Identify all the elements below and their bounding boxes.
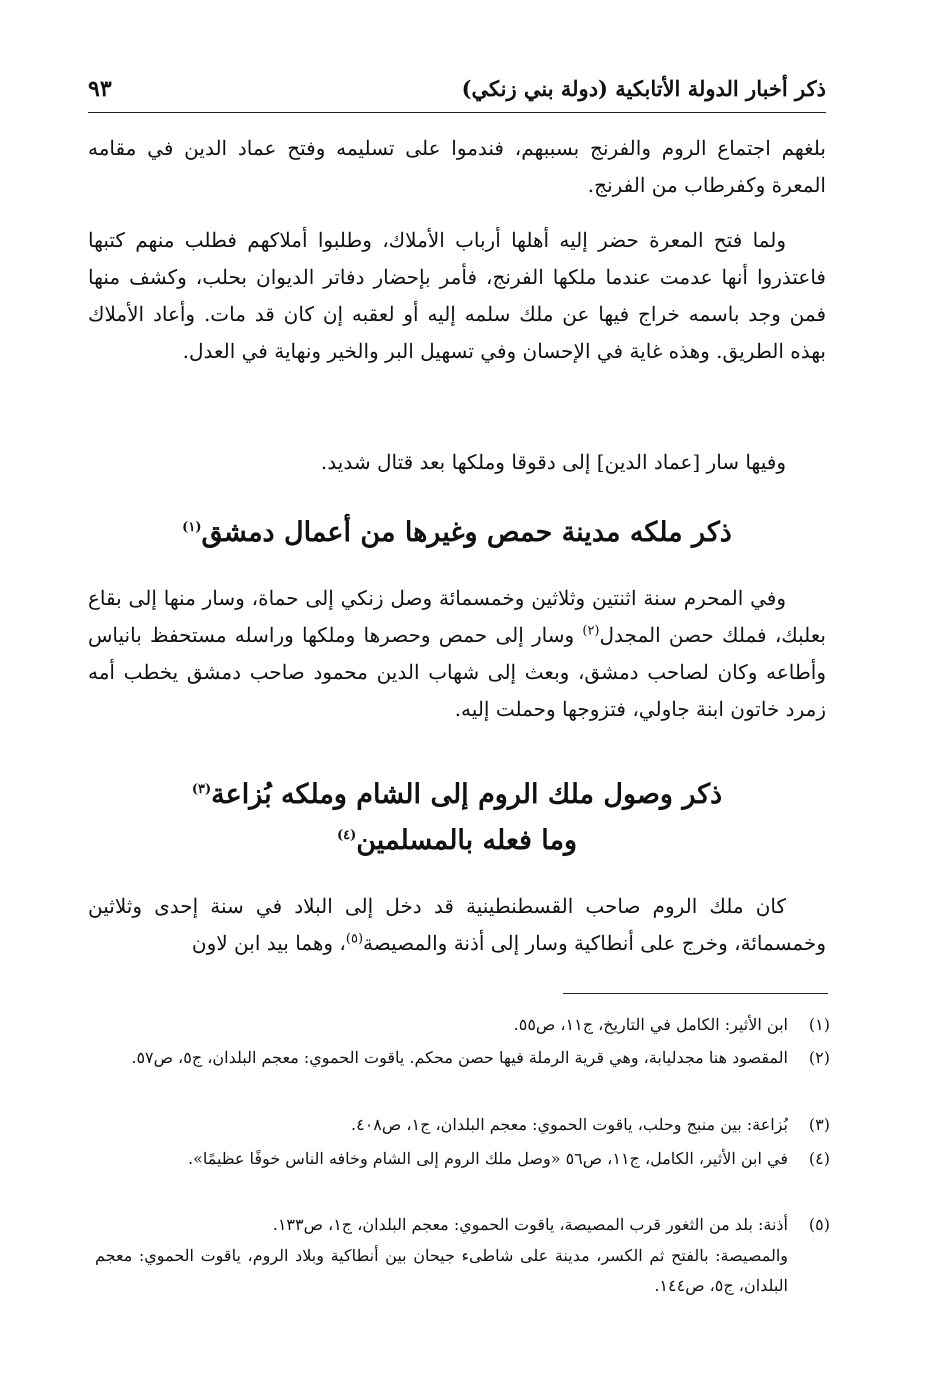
- paragraph-text: كان ملك الروم صاحب القسطنطينية قد دخل إلى البلاد في سنة إحدى وثلاثين وخمسمائة، وخرج على أنطاكية وسار إلى أذنة والمصيصة: [88, 894, 826, 955]
- footnote-ref: (٥): [345, 931, 364, 947]
- footnote-divider: [563, 993, 828, 994]
- paragraph-1: بلغهم اجتماع الروم والفرنج بسببهم، فندموا على تسليمه وفتح عماد الدين في مقامه المعرة وكفرطاب من الفرنج.: [88, 136, 826, 197]
- footnote-ref: (٤): [336, 828, 357, 843]
- footnote-text: بُزاعة: بين منبج وحلب، ياقوت الحموي: معجم البلدان، ج١، ص٤٠٨.: [351, 1115, 788, 1134]
- footnote-text: والمصيصة: بالفتح ثم الكسر، مدينة على شاطىء جيحان بين أنطاكية وبلاد الروم، ياقوت الحموي: معجم البلدان، ج٥، ص١٤٤.: [95, 1246, 789, 1295]
- footnote-5-continuation: [95, 1241, 830, 1301]
- paragraph-text-cont: ، وهما بيد ابن لاون: [191, 931, 346, 955]
- paragraph-text: وفي المحرم سنة اثنتين وثلاثين وخمسمائة وصل زنكي إلى حماة، وسار منها إلى بقاع بعلبك، فملك حصن المجدل: [88, 586, 827, 647]
- running-title: ذكر أخبار الدولة الأتابكية (دولة بني زنكي): [461, 76, 826, 101]
- heading-line-1: [88, 772, 826, 818]
- footnote-ref: (٢): [582, 623, 600, 639]
- footnote-number: (٢): [808, 1048, 830, 1067]
- footnote-number: (٥): [808, 1215, 830, 1234]
- heading-text: ذكر وصول ملك الروم إلى الشام وملكه بُزاعة: [211, 779, 723, 810]
- footnote-ref: (٣): [191, 782, 212, 797]
- footnote-number: (٤): [808, 1149, 830, 1168]
- footnote-2: [95, 1043, 830, 1073]
- heading-text: وما فعله بالمسلمين: [356, 825, 578, 856]
- paragraph-3: وفيها سار [عماد الدين] إلى دقوقا وملكها بعد قتال شديد.: [320, 450, 786, 474]
- paragraph-text-cont: وسار إلى حمص وحصرها وملكها وراسله مستحفظ بانياس وأطاعه وكان لصاحب دمشق، وبعث إلى شهاب الدين محمود صاحب دمشق يخطب أمه زمرد خاتون ابنة جاولي، فتزوجها وحملت إليه.: [88, 623, 826, 721]
- footnote-text: أذنة: بلد من الثغور قرب المصيصة، ياقوت الحموي: معجم البلدان، ج١، ص١٣٣.: [272, 1215, 788, 1234]
- section-2-paragraph: [88, 888, 826, 962]
- page-number: ٩٣: [88, 76, 112, 102]
- running-header: [88, 72, 826, 113]
- footnote-number: (٣): [808, 1115, 830, 1134]
- footnote-ref: (١): [182, 520, 202, 535]
- footnote-number: (١): [808, 1015, 830, 1034]
- footnote-text: في ابن الأثير، الكامل، ج١١، ص٥٦ «وصل ملك الروم إلى الشام وخافه الناس خوفًا عظيمًا».: [187, 1149, 788, 1168]
- footnote-3: [95, 1110, 830, 1140]
- heading-text: ذكر ملكه مدينة حمص وغيرها من أعمال دمشق: [201, 517, 732, 548]
- footnote-text: ابن الأثير: الكامل في التاريخ، ج١١، ص٥٥.: [513, 1015, 788, 1034]
- footnote-text: المقصود هنا مجدليابة، وهي قرية الرملة فيها حصن محكم. ياقوت الحموي: معجم البلدان، ج٥، ص٥٧.: [131, 1048, 788, 1067]
- footnote-5: [95, 1210, 830, 1240]
- section-heading-1: [88, 510, 826, 556]
- footnote-1: [95, 1010, 830, 1040]
- section-heading-2: [88, 772, 826, 864]
- footnote-4: [95, 1144, 830, 1174]
- paragraph-2: ولما فتح المعرة حضر إليه أهلها أرباب الأملاك، وطلبوا أملاكهم فطلب منهم كتبها فاعتذروا أنها عدمت عندما ملكها الفرنج، فأمر بإحضار دفاتر الديوان بحلب، وكشف منها فمن وجد باسمه خراج فيها عن ملك سلمه إليه أو لعقبه إن كان قد مات. وأعاد الأملاك بهذه الطريق. وهذه غاية في الإحسان وفي تسهيل البر والخير ونهاية في العدل.: [88, 228, 826, 363]
- heading-line-2: [88, 818, 826, 864]
- section-1-paragraph: [88, 580, 826, 728]
